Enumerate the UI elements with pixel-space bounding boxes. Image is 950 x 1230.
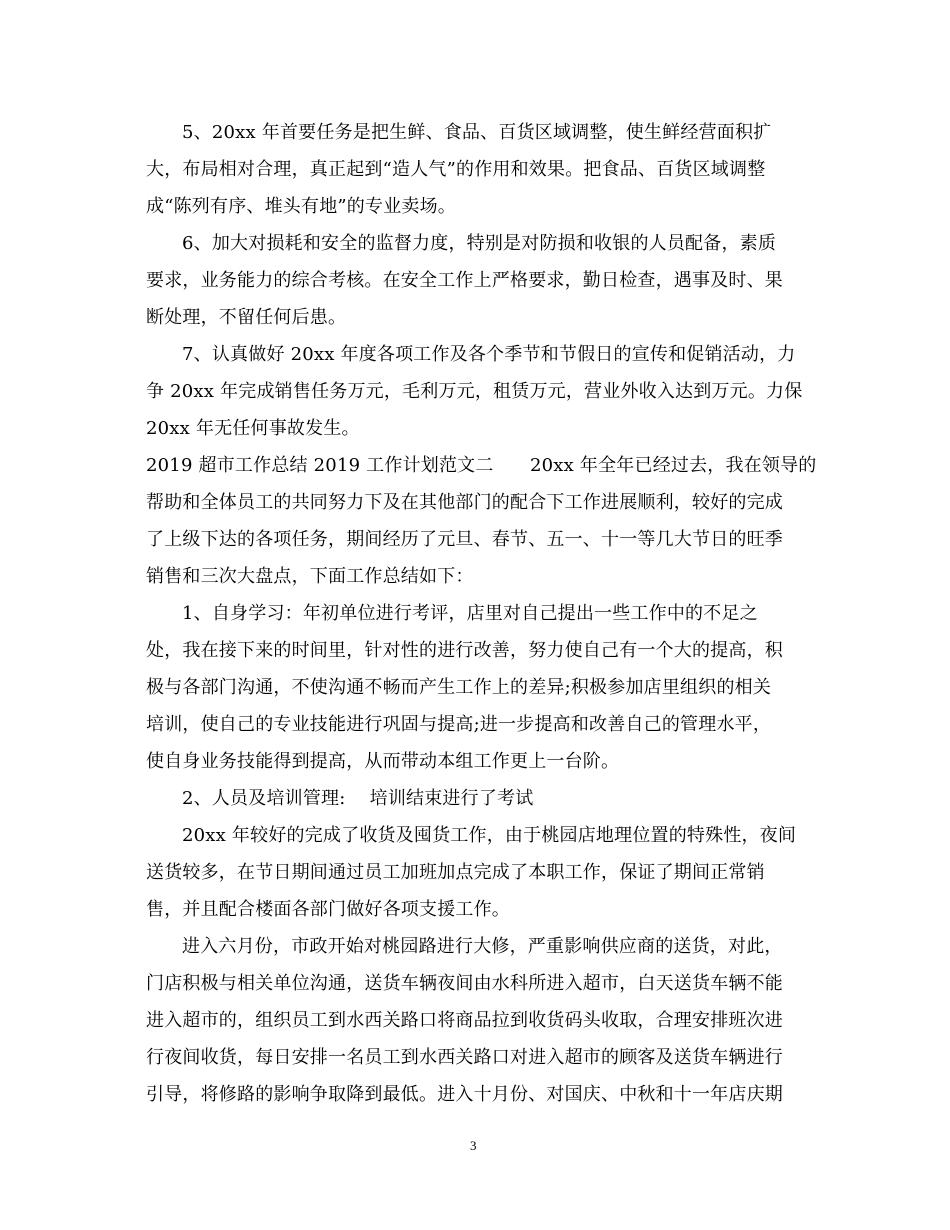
- text-line: 引导，将修路的影响争取降到最低。进入十月份、对国庆、中秋和十一年店庆期: [146, 1084, 783, 1105]
- section-heading-line: 2019 超市工作总结 2019 工作计划范文二 20xx 年全年已经过去，我在领导的: [146, 455, 817, 476]
- text-line: 进入六月份，市政开始对桃园路进行大修，严重影响供应商的送货，对此，: [182, 936, 783, 957]
- text-line: 处，我在接下来的时间里，针对性的进行改善，努力使自己有一个大的提高，积: [146, 640, 783, 661]
- text-line: 售，并且配合楼面各部门做好各项支援工作。: [146, 899, 510, 920]
- text-line: 帮助和全体员工的共同努力下及在其他部门的配合下工作进展顺利，较好的完成: [146, 492, 783, 513]
- text-line: 7、认真做好 20xx 年度各项工作及各个季节和节假日的宣传和促销活动，力: [182, 344, 796, 365]
- text-line: 20xx 年较好的完成了收货及囤货工作，由于桃园店地理位置的特殊性，夜间: [182, 825, 797, 846]
- text-line: 极与各部门沟通，不使沟通不畅而产生工作上的差异;积极参加店里组织的相关: [146, 677, 772, 698]
- text-line: 门店积极与相关单位沟通，送货车辆夜间由水科所进入超市，白天送货车辆不能: [146, 973, 783, 994]
- text-line: 要求，业务能力的综合考核。在安全工作上严格要求，勤日检查，遇事及时、果: [146, 270, 783, 291]
- text-line: 1、自身学习：年初单位进行考评，店里对自己提出一些工作中的不足之: [182, 603, 758, 624]
- text-line: 了上级下达的各项任务，期间经历了元旦、春节、五一、十一等几大节日的旺季: [146, 529, 783, 550]
- text-line: 行夜间收货，每日安排一名员工到水西关路口对进入超市的顾客及送货车辆进行: [146, 1047, 783, 1068]
- text-line: 使自身业务技能得到提高，从而带动本组工作更上一台阶。: [146, 751, 620, 772]
- text-line: 进入超市的，组织员工到水西关路口将商品拉到收货码头收取，合理安排班次进: [146, 1010, 783, 1031]
- text-line: 大，布局相对合理，真正起到“造人气”的作用和效果。把食品、百货区域调整: [146, 159, 766, 180]
- text-line: 争 20xx 年完成销售任务万元，毛利万元，租赁万元，营业外收入达到万元。力保: [146, 381, 803, 402]
- text-line: 5、20xx 年首要任务是把生鲜、食品、百货区域调整，使生鲜经营面积扩: [182, 122, 772, 143]
- text-line: 培训，使自己的专业技能进行巩固与提高;进一步提高和改善自己的管理水平，: [146, 714, 772, 735]
- text-line: 销售和三次大盘点，下面工作总结如下：: [146, 566, 474, 587]
- text-line: 断处理，不留任何后患。: [146, 307, 347, 328]
- text-line: 送货较多，在节日期间通过员工加班加点完成了本职工作，保证了期间正常销: [146, 862, 765, 883]
- text-line: 6、加大对损耗和安全的监督力度，特别是对防损和收银的人员配备，素质: [182, 233, 777, 254]
- page-number: 3: [470, 1138, 477, 1153]
- text-line: 20xx 年无任何事故发生。: [146, 418, 360, 439]
- text-line: 2、人员及培训管理: 培训结束进行了考试: [182, 788, 534, 809]
- text-line: 成“陈列有序、堆头有地”的专业卖场。: [146, 196, 457, 217]
